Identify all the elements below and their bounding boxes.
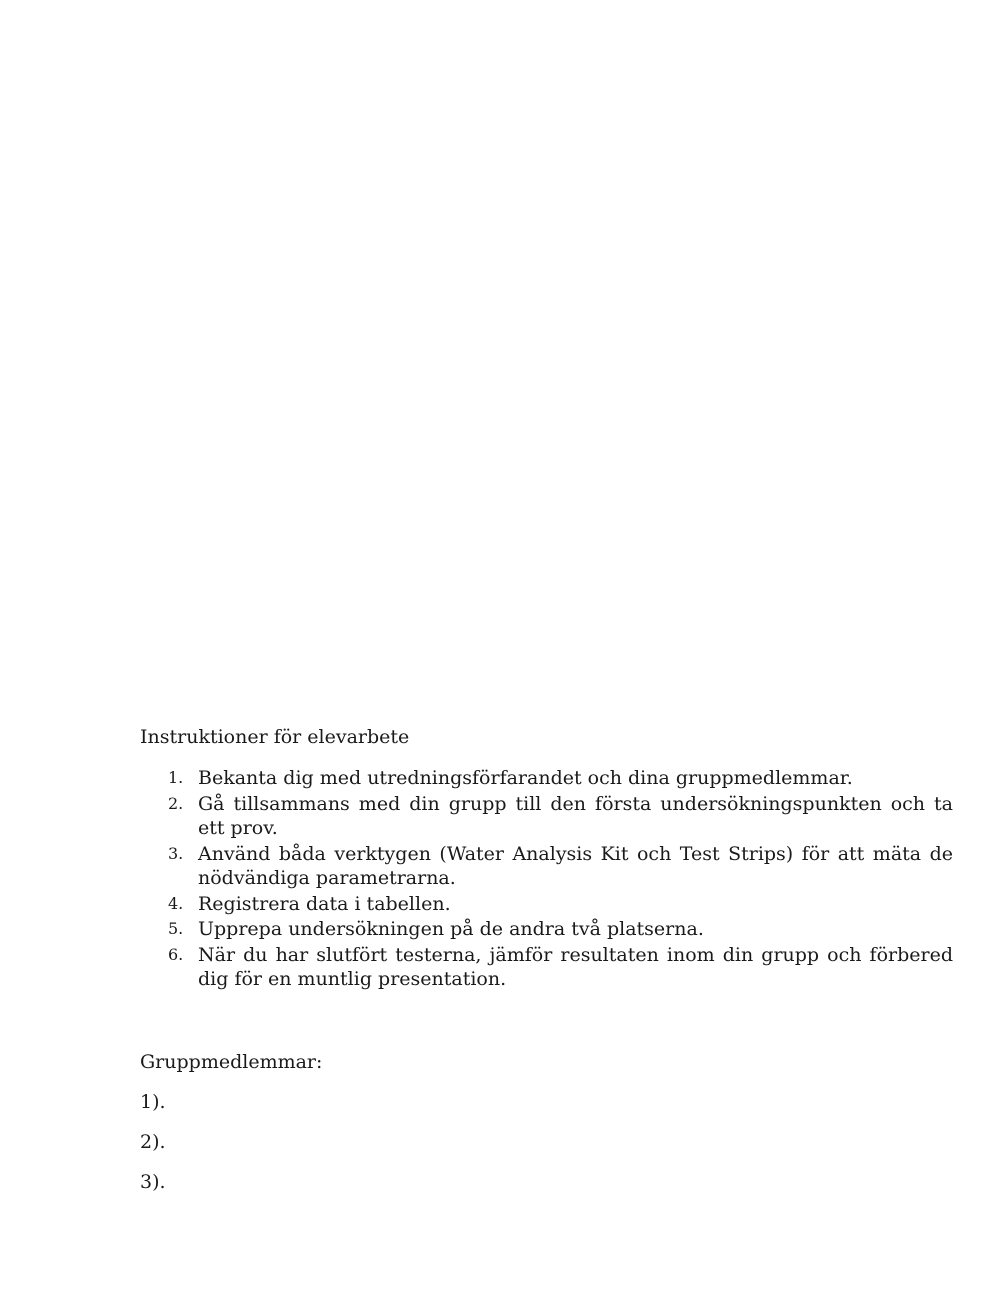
- instructions-heading: Instruktioner för elevarbete: [140, 726, 410, 748]
- step-text: Registrera data i tabellen.: [198, 892, 451, 915]
- step-number: 5.: [168, 919, 184, 938]
- step-text: När du har slutfört testerna, jämför resultaten inom din grupp och förbered dig för en muntlig presentation.: [198, 943, 953, 990]
- instruction-steps-list: [140, 766, 953, 992]
- list-item: [140, 892, 953, 917]
- step-number: 4.: [168, 893, 184, 913]
- list-item: [140, 766, 953, 791]
- group-member-line-2: 2).: [140, 1130, 166, 1153]
- list-item: [140, 943, 953, 992]
- list-item: [140, 842, 953, 891]
- step-text: Gå tillsammans med din grupp till den första undersökningspunkten och ta ett prov.: [198, 792, 953, 839]
- step-text: Upprepa undersökningen på de andra två platserna.: [198, 918, 704, 940]
- step-number: 1.: [168, 768, 184, 787]
- step-number: 6.: [168, 944, 184, 964]
- step-number: 3.: [168, 843, 184, 863]
- step-number: 2.: [168, 793, 184, 813]
- group-member-line-3: 3).: [140, 1170, 166, 1193]
- group-members-title: Gruppmedlemmar:: [140, 1050, 323, 1073]
- list-item: [140, 792, 953, 841]
- list-item: [140, 917, 953, 942]
- step-text: Bekanta dig med utredningsförfarandet och dina gruppmedlemmar.: [198, 767, 853, 789]
- document-body: [140, 724, 953, 1209]
- group-member-line-1: 1).: [140, 1090, 166, 1113]
- step-text: Använd båda verktygen (Water Analysis Kit och Test Strips) för att mäta de nödvändiga parametrarna.: [198, 842, 953, 889]
